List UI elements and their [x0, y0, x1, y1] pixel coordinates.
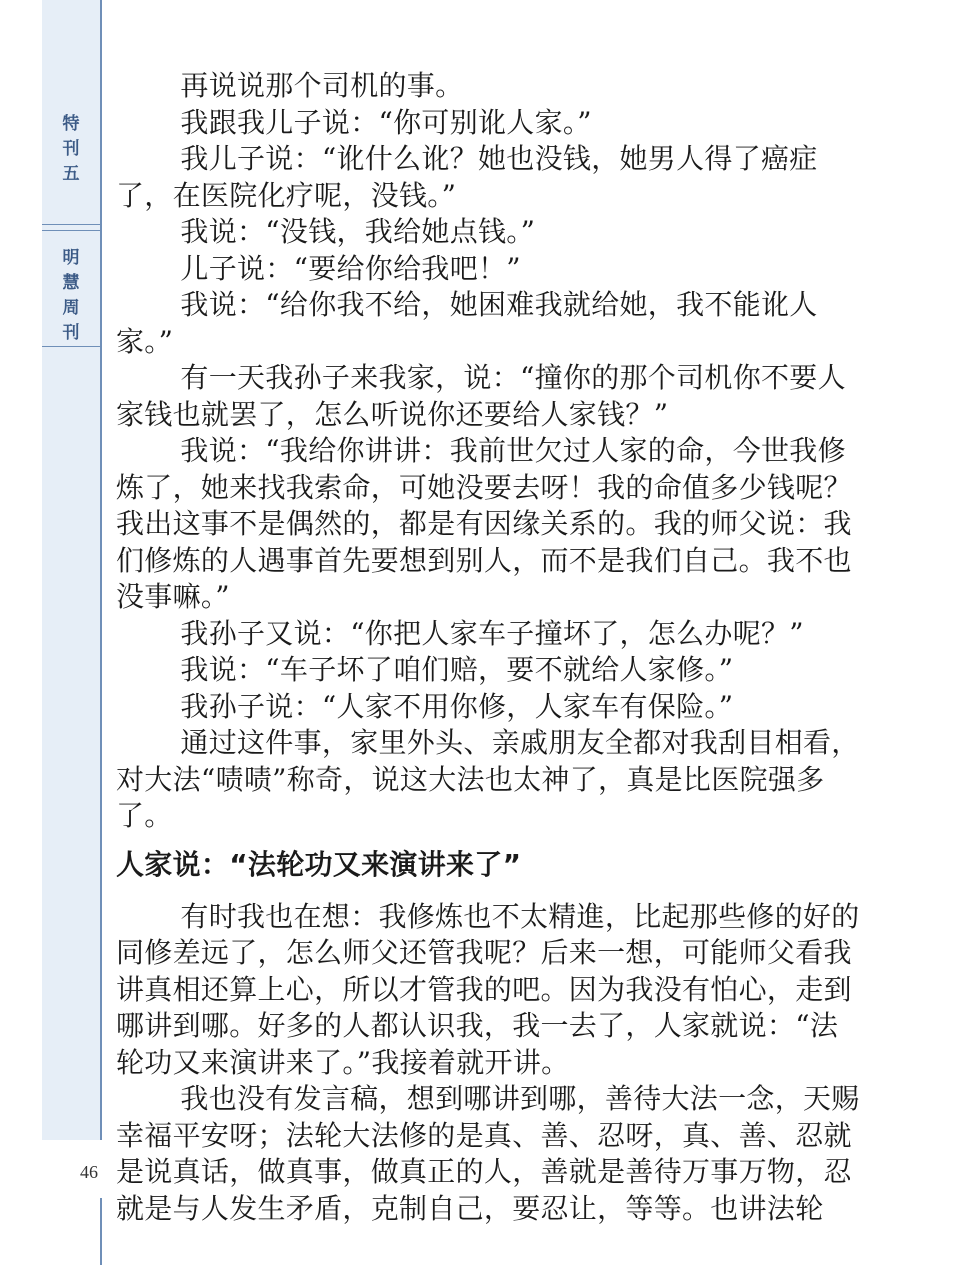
paragraph: 我说：“车子坏了咱们赔，要不就给人家修。” [180, 653, 734, 686]
publication-label-char: 周 [62, 298, 80, 318]
paragraph: 有时我也在想：我修炼也不太精進，比起那些修的好的同修差远了，怎么师父还管我呢？后来一想，可能师父看我讲真相还算上心，所以才管我的吧。因为我没有怕心，走到哪讲到哪。好多的人都认识我，我一去了，人家就说：“法轮功又来演讲来了。”我接着就开讲。 [116, 899, 860, 1079]
sidebar-divider [42, 224, 100, 225]
article-body [116, 68, 866, 1227]
paragraph: 我说：“我给你讲讲：我前世欠过人家的命，今世我修炼了，她来找我索命，可她没要去呀！我的命值多少钱呢？我出这事不是偶然的，都是有因缘关系的。我的师父说：我们修炼的人遇事首先要想到别人，而不是我们自己。我不也没事嘛。” [116, 434, 852, 613]
paragraph: 我跟我儿子说：“你可别讹人家。” [180, 105, 592, 139]
paragraph: 我说：“给你我不给，她困难我就给她，我不能讹人家。” [116, 288, 818, 358]
sidebar-border-line [100, 0, 102, 1140]
paragraph: 我孙子又说：“你把人家车子撞坏了，怎么办呢？” [180, 616, 804, 650]
paragraph: 有一天我孙子来我家，说：“撞你的那个司机你不要人家钱也就罢了，怎么听说你还要给人家钱？” [116, 361, 846, 431]
paragraph: 再说说那个司机的事。 [180, 69, 464, 102]
page-number: 46 [80, 1162, 98, 1182]
publication-label [42, 246, 100, 346]
section-label-char: 五 [62, 164, 80, 184]
publication-label-char: 刊 [62, 323, 80, 343]
paragraph: 我儿子说：“讹什么讹？她也没钱，她男人得了癌症了，在医院化疗呢，没钱。” [116, 142, 818, 212]
paragraph: 我说：“没钱，我给她点钱。” [180, 215, 536, 248]
sidebar-border-line-bottom [100, 1198, 102, 1265]
section-heading: 人家说：“法轮功又来演讲来了” [116, 847, 522, 881]
paragraph: 我也没有发言稿，想到哪讲到哪，善待大法一念，天赐幸福平安呀；法轮大法修的是真、善、忍呀，真、善、忍就是说真话，做真事，做真正的人，善就是善待万事万物，忍就是与人发生矛盾，克制自己，要忍让，等等。也讲法轮 [116, 1082, 860, 1225]
section-label-char: 刊 [62, 139, 80, 159]
paragraph: 我孙子说：“人家不用你修，人家车有保险。” [180, 689, 734, 723]
section-label [42, 112, 100, 187]
paragraph: 儿子说：“要给你给我吧！” [180, 251, 521, 285]
publication-label-char: 慧 [62, 273, 80, 293]
publication-label-char: 明 [62, 248, 80, 268]
sidebar-divider [42, 346, 100, 347]
sidebar-divider [42, 230, 100, 231]
section-label-char: 特 [62, 114, 80, 134]
paragraph: 通过这件事，家里外头、亲戚朋友全都对我刮目相看，对大法“啧啧”称奇，说这大法也太神了，真是比医院强多了。 [116, 726, 860, 832]
